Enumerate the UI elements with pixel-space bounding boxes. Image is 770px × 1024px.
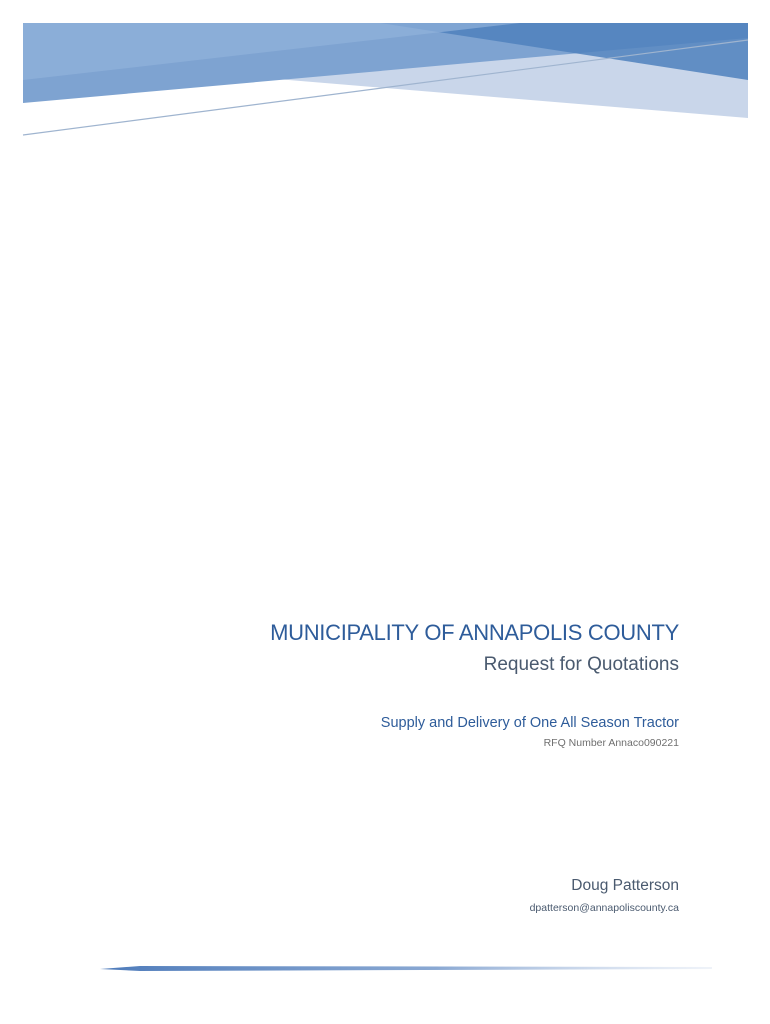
header-decoration: [0, 0, 770, 150]
subject-line: Supply and Delivery of One All Season Tractor: [380, 715, 679, 731]
author-email: dpatterson@annapoliscounty.ca: [529, 902, 679, 914]
footer-rule: [100, 962, 712, 974]
document-type: Request for Quotations: [483, 654, 679, 675]
organization-title: MUNICIPALITY OF ANNAPOLIS COUNTY: [270, 620, 679, 645]
title-block: [159, 618, 679, 916]
rfq-number: RFQ Number Annaco090221: [543, 737, 679, 749]
author-name: Doug Patterson: [571, 877, 679, 894]
